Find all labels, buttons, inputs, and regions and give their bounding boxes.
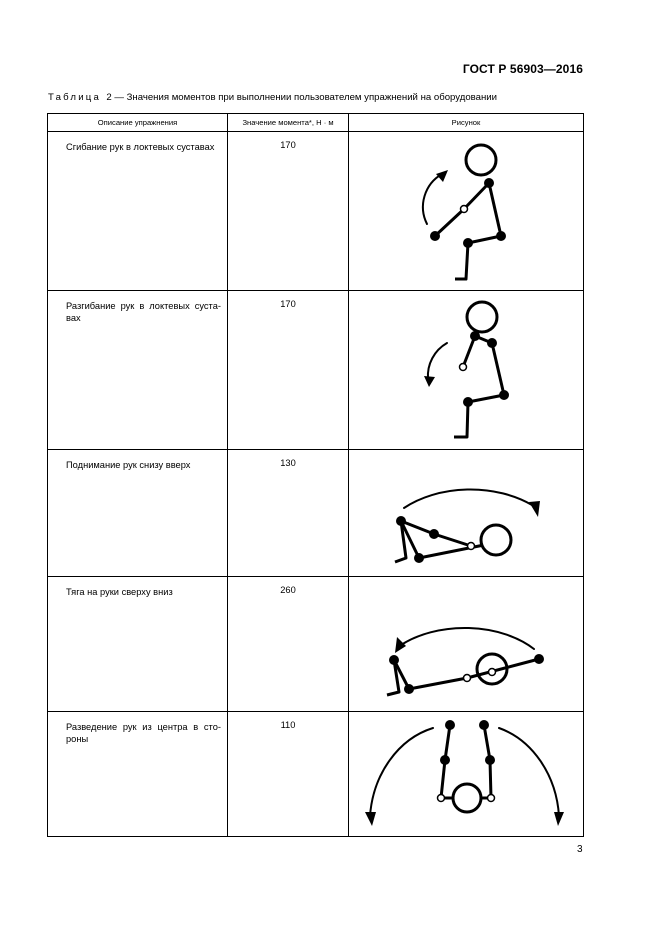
arm-abduction-figure xyxy=(349,712,584,836)
table-row xyxy=(48,577,584,712)
row-description: Тяга на руки сверху вниз xyxy=(66,587,173,597)
table-caption-label: Таблица xyxy=(48,92,102,103)
row-value-cell xyxy=(228,450,349,577)
row-value-cell xyxy=(228,577,349,712)
row-value-cell xyxy=(228,291,349,450)
row-value-cell xyxy=(228,712,349,837)
row-figure-cell xyxy=(349,291,584,450)
row-description-cell xyxy=(48,132,228,291)
row-figure-cell xyxy=(349,132,584,291)
elbow-flexion-figure xyxy=(349,132,584,290)
row-description-cell xyxy=(48,712,228,837)
table-row xyxy=(48,291,584,450)
table-caption-number: 2 xyxy=(106,92,112,103)
row-description-cell xyxy=(48,450,228,577)
row-figure-cell xyxy=(349,577,584,712)
page-number: 3 xyxy=(577,844,583,855)
row-value: 170 xyxy=(280,140,296,150)
header-moment-value: Значение момента*, Н · м xyxy=(228,114,349,132)
row-description: Поднимание рук снизу вверх xyxy=(66,460,191,470)
elbow-extension-figure xyxy=(349,291,584,449)
exercise-table xyxy=(47,113,584,837)
row-value: 130 xyxy=(280,458,296,468)
row-description: Сгибание рук в локтевых суставах xyxy=(66,142,215,152)
row-figure-cell xyxy=(349,712,584,837)
header-description: Описание упражнения xyxy=(48,114,228,132)
row-description: Разгибание рук в локтевых суставах xyxy=(66,301,221,323)
table-caption xyxy=(48,92,608,103)
row-value: 110 xyxy=(280,720,296,730)
header-figure: Рисунок xyxy=(349,114,584,132)
table-header-row xyxy=(48,114,584,132)
table-row xyxy=(48,132,584,291)
row-description-cell xyxy=(48,577,228,712)
pulldown-figure xyxy=(349,577,584,711)
document-code: ГОСТ Р 56903—2016 xyxy=(462,62,583,76)
arm-raise-figure xyxy=(349,450,584,576)
row-value: 260 xyxy=(280,585,296,595)
table-row xyxy=(48,450,584,577)
table-caption-text: — Значения моментов при выполнении пользователем упражнений на оборудовании xyxy=(111,92,498,103)
row-description-cell xyxy=(48,291,228,450)
row-description: Разведение рук из центра в стороны xyxy=(66,722,221,744)
row-value: 170 xyxy=(280,299,296,309)
row-figure-cell xyxy=(349,450,584,577)
row-value-cell xyxy=(228,132,349,291)
table-row xyxy=(48,712,584,837)
